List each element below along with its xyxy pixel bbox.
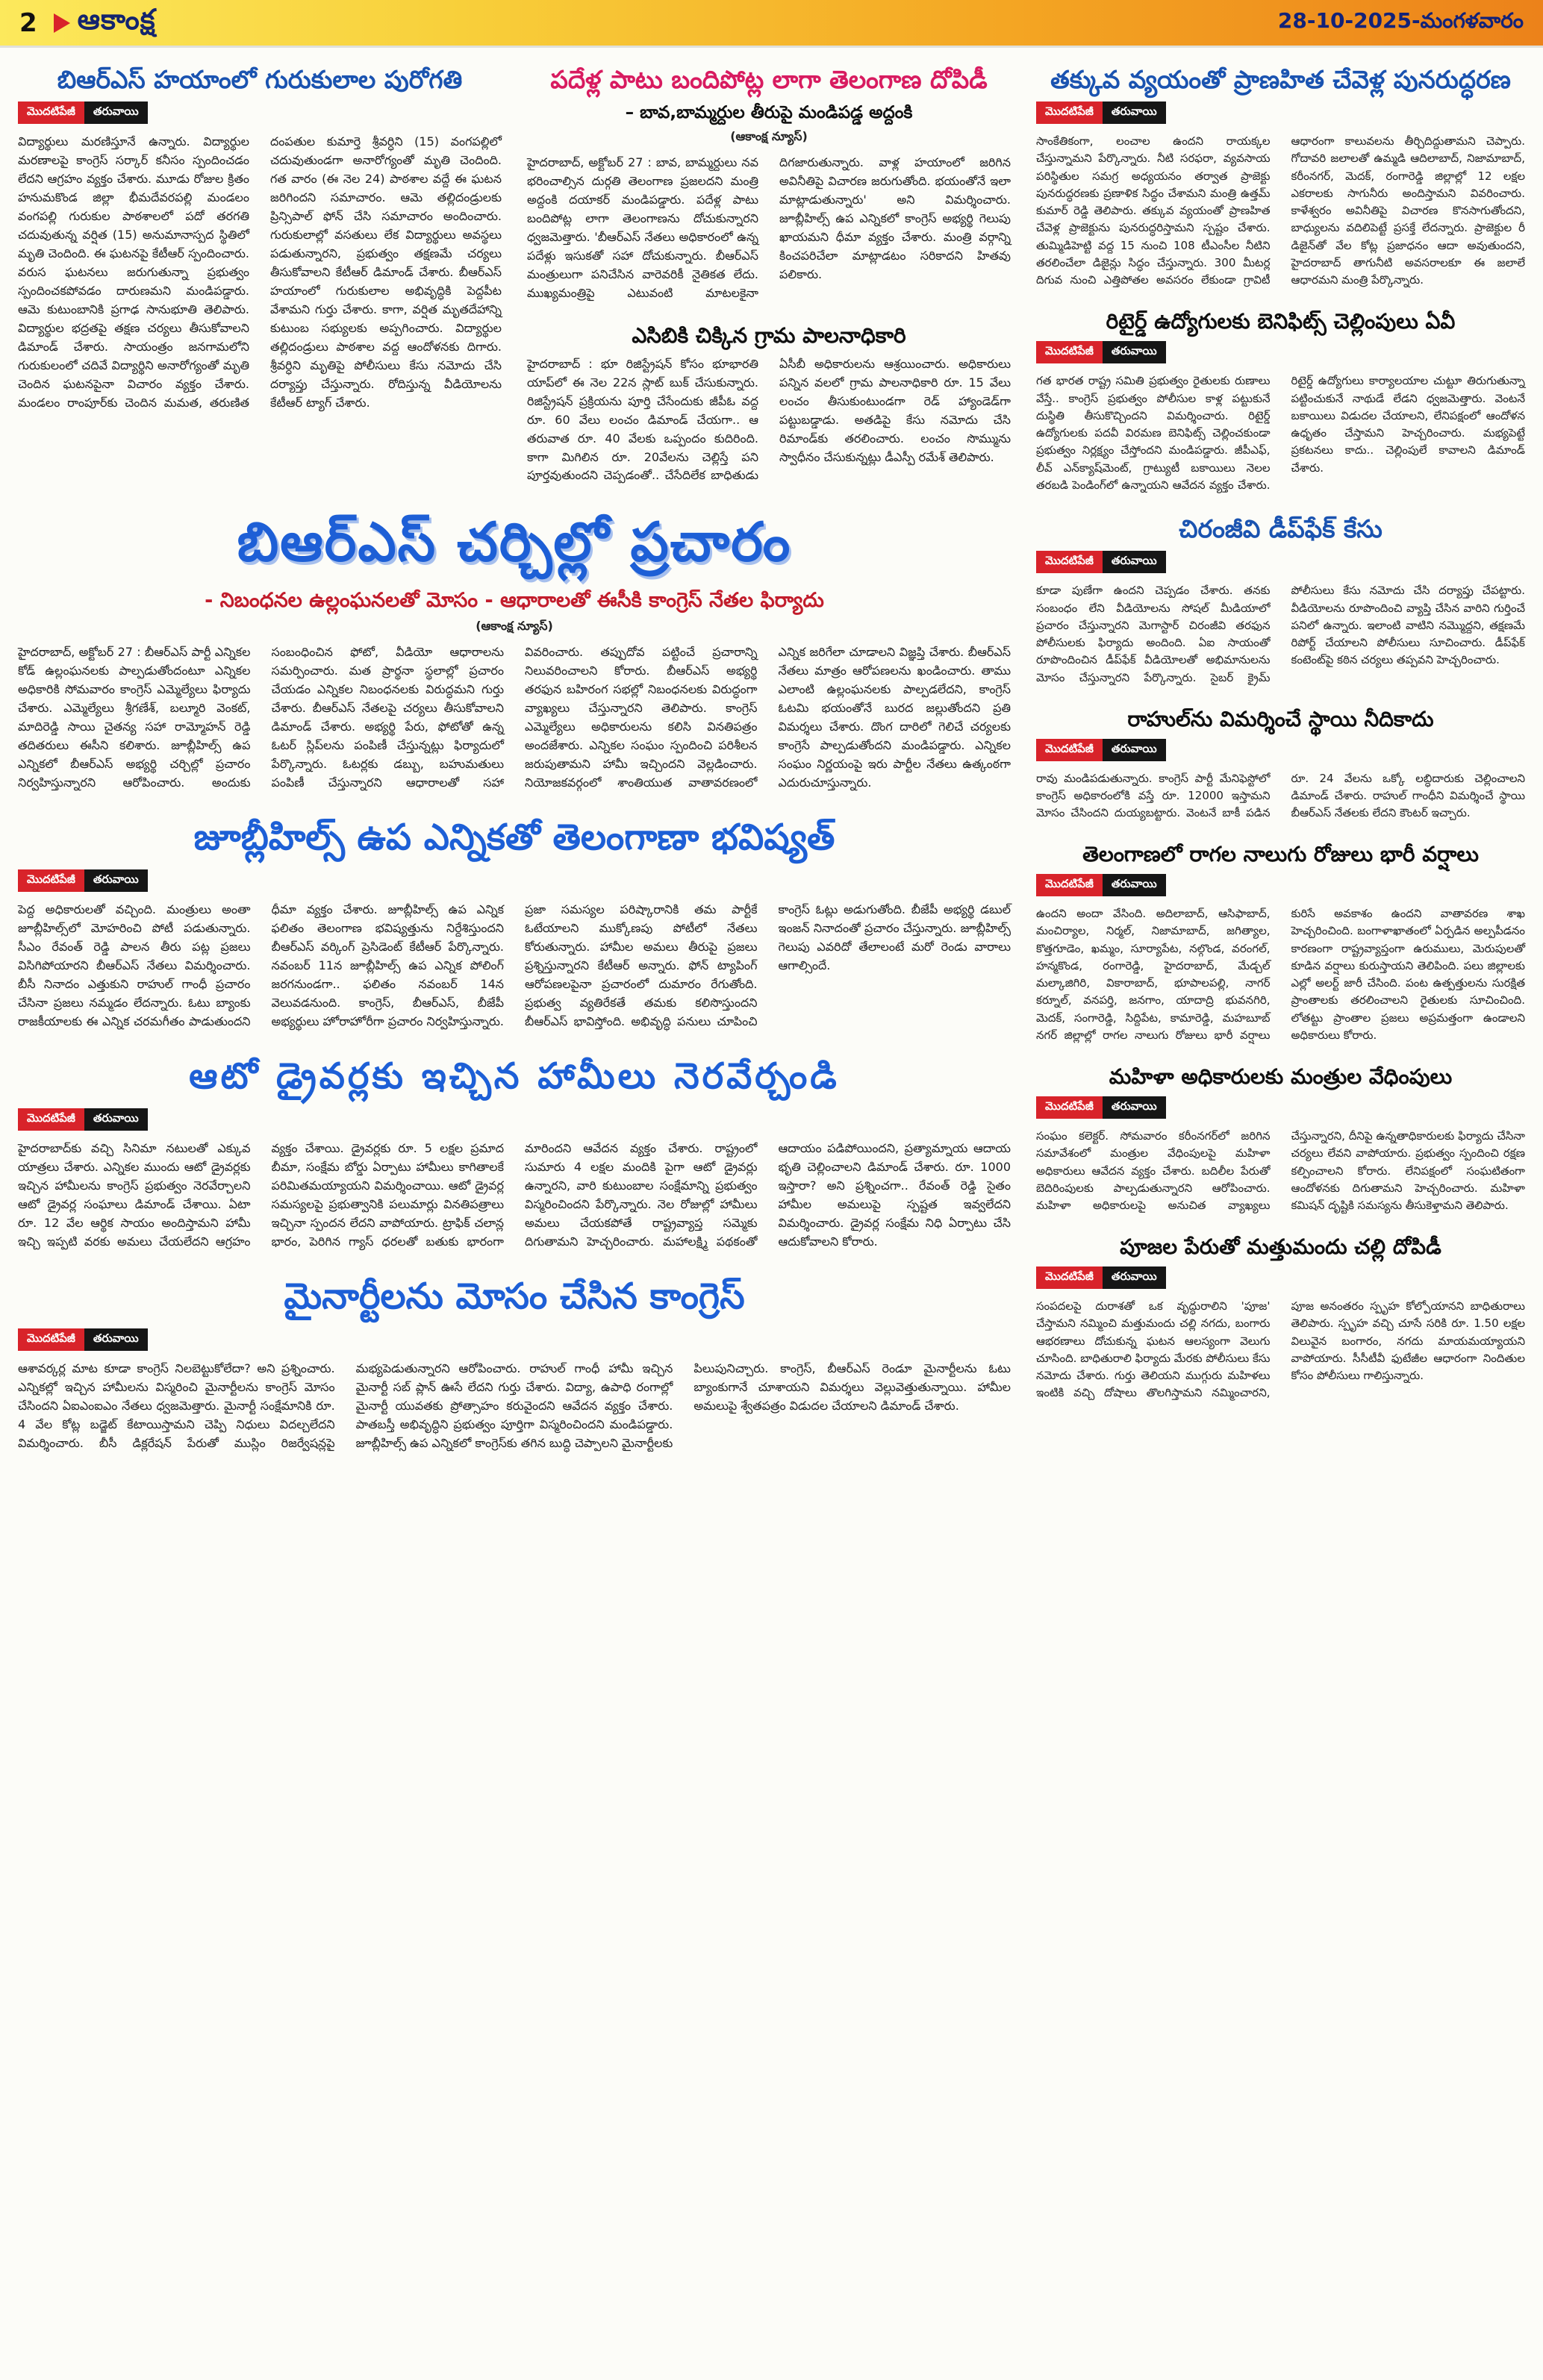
tag-continued: తరువాయి (84, 1328, 148, 1351)
article-body: విద్యార్థులు మరణిస్తూనే ఉన్నారు. విద్యార్థుల మరణాలపై కాంగ్రెస్ సర్కార్ కనీసం స్పందించడం లేదని ఆగ్రహం వ్యక్తం చేశారు. మూడు రోజుల క్రితం హనుమకొండ జిల్లా భీమదేవరపల్లి మండలం వంగపల్లి గురుకుల పాఠశాలలో పదో తరగతి చదువుతున్న వర్షిత (15) అనుమానాస్పద స్థితిలో మృతి చెందింది. ఈ ఘటనపై కేటీఆర్ స్పందించారు. వరుస ఘటనలు జరుగుతున్నా ప్రభుత్వం స్పందించకపోవడం దారుణమని మండిపడ్డారు. ఆమె కుటుంబానికి ప్రగాఢ సానుభూతి తెలిపారు. విద్యార్థుల భద్రతపై తక్షణ చర్యలు తీసుకోవాలని డిమాండ్ చేశారు. సాయంత్రం జనగామలోని గురుకులంలో చదివే విద్యార్థిని అనారోగ్యంతో మృతి చెందిన ఘటనపైనా విచారం వ్యక్తం చేశారు. మండలం రాంపూర్‌కు చెందిన మమత, తరుణిత దంపతుల కుమార్తె శ్రీవర్ధిని (15) వంగపల్లిలో చదువుతుండగా అనారోగ్యంతో మృతి చెందింది. గత వారం (ఈ నెల 24) పాఠశాల వద్దే ఈ ఘటన జరిగిందని సమాచారం. ఆమె తల్లిదండ్రులకు ప్రిన్సిపాల్ ఫోన్ చేసి సమాచారం అందించారు. గురుకులాల్లో వసతులు లేక విద్యార్థులు అవస్థలు పడుతున్నారని, ప్రభుత్వం తక్షణమే చర్యలు తీసుకోవాలని కేటీఆర్ డిమాండ్ చేశారు. బీఆర్ఎస్ హయాంలో గురుకులాల అభివృద్ధికి పెద్దపీట వేశామని గుర్తు చేశారు. కాగా, వర్షిత మృతదేహాన్ని కుటుంబ సభ్యులకు అప్పగించారు. విద్యార్థుల తల్లిదండ్రులు పాఠశాల వద్ద ఆందోళనకు దిగారు. శ్రీవర్ధిని మృతిపై పోలీసులు కేసు నమోదు చేసి దర్యాప్తు చేస్తున్నారు. రోదిస్తున్న వీడియోలను కేటీఆర్ ట్యాగ్ చేశారు. (18, 134, 502, 410)
tag-firstpage: మొదటిపేజీ (18, 1108, 84, 1131)
continuation-tag (1036, 101, 1525, 124)
tag-continued: తరువాయి (1103, 874, 1166, 896)
article-women-officers (1036, 1063, 1525, 1214)
article-body: సాంకేతికంగా, లంచాల ఉందని రాయక్కల చేస్తున్నామని పేర్కొన్నారు. నీటి సరఫరా, వ్యవసాయ పరిస్థితుల సమగ్ర అధ్యయనం తర్వాత ప్రాజెక్టు పునరుద్ధరణకు ప్రణాళిక సిద్ధం చేశామని మంత్రి ఉత్తమ్ కుమార్ రెడ్డి తెలిపారు. తక్కువ వ్యయంతో ప్రాణహిత చేవెళ్ల ప్రాజెక్టును పునరుద్ధరిస్తామని స్పష్టం చేశారు. తుమ్మిడిహెట్టి వద్ద 15 నుంచి 108 టీఎంసీల నీటిని తరలించేలా డిజైన్లు సిద్ధం చేస్తున్నారు. 300 మీటర్ల దిగువ నుంచి ఎత్తిపోతల అవసరం లేకుండా గ్రావిటీ ఆధారంగా కాలువలను తీర్చిదిద్దుతామని చెప్పారు. గోదావరి జలాలతో ఉమ్మడి ఆదిలాబాద్, నిజామాబాద్, కరీంనగర్, మెదక్, రంగారెడ్డి జిల్లాల్లో 12 లక్షల ఎకరాలకు సాగునీరు అందిస్తామని వివరించారు. కాళేశ్వరం అవినీతిపై విచారణ కొనసాగుతోందని, బాధ్యులను వదిలిపెట్టే ప్రసక్తే లేదన్నారు. ప్రాజెక్టుల రీ డిజైన్‌తో వేల కోట్ల ప్రజాధనం ఆదా అవుతుందని, హైదరాబాద్ తాగునీటి అవసరాలకూ ఈ జలాలే ఆధారమని మంత్రి పేర్కొన్నారు. (1036, 134, 1525, 287)
lead-headline: బిఆర్ఎస్ చర్చిల్లో ప్రచారం (237, 510, 792, 574)
article-headline: రాహుల్‌ను విమర్శించే స్థాయి నీదికాదు (1127, 706, 1434, 731)
article-retired-benefits (1036, 308, 1525, 494)
tag-firstpage: మొదటిపేజీ (1036, 101, 1103, 124)
middle-stack (527, 64, 1011, 485)
article-body: ఉందని అందా వేసింది. అదిలాబాద్, ఆసిఫాబాద్, మంచిర్యాల, నిర్మల్, నిజామాబాద్, జగిత్యాల, కొత్తగూడెం, ఖమ్మం, సూర్యాపేట, నల్గొండ, వరంగల్, హన్మకొండ, రంగారెడ్డి, హైదరాబాద్, మేడ్చల్ మల్కాజిగిరి, వికారాబాద్, భూపాలపల్లి, నాగర్ కర్నూల్, వనపర్తి, జనగాం, యాదాద్రి భువనగిరి, మెదక్, సంగారెడ్డి, సిద్దిపేట, కామారెడ్డి, మహబూబ్ నగర్ జిల్లాల్లో రాగల నాలుగు రోజులు భారీ వర్షాలు కురిసే అవకాశం ఉందని వాతావరణ శాఖ హెచ్చరించింది. బంగాళాఖాతంలో ఏర్పడిన అల్పపీడనం కారణంగా రాష్ట్రవ్యాప్తంగా ఉరుములు, మెరుపులతో కూడిన వర్షాలు కురుస్తాయని తెలిపింది. పలు జిల్లాలకు ఎల్లో అలర్ట్ జారీ చేసింది. పంట ఉత్పత్తులను సురక్షిత ప్రాంతాలకు తరలించాలని రైతులకు సూచించింది. లోతట్టు ప్రాంతాల ప్రజలు అప్రమత్తంగా ఉండాలని అధికారులు కోరారు. (1036, 907, 1525, 1042)
article-pooja-robbery (1036, 1234, 1525, 1402)
article-gurukula (18, 64, 502, 413)
edition-date: 28-10-2025-మంగళవారం (1277, 7, 1524, 33)
tag-firstpage: మొదటిపేజీ (1036, 1266, 1103, 1289)
continuation-tag (1036, 341, 1525, 363)
tag-continued: తరువాయి (84, 869, 148, 892)
tag-firstpage: మొదటిపేజీ (18, 869, 84, 892)
article-pranahita (1036, 64, 1525, 289)
article-subhead: – బావ,బామ్మర్దుల తీరుపై మండిపడ్డ అద్దంకి (625, 103, 913, 123)
article-body: సంఘం కలెక్టర్. సోమవారం కరీంనగర్‌లో జరిగిన సమావేశంలో మంత్రుల వేధింపులపై మహిళా అధికారులు ఆవేదన వ్యక్తం చేశారు. బదిలీల పేరుతో బెదిరింపులకు పాల్పడుతున్నారని ఆరోపించారు. మహిళా అధికారులపై అనుచిత వ్యాఖ్యలు చేస్తున్నారని, దీనిపై ఉన్నతాధికారులకు ఫిర్యాదు చేసినా చర్యలు లేవని వాపోయారు. ప్రభుత్వం స్పందించి రక్షణ కల్పించాలని కోరారు. లేనిపక్షంలో సంఘటితంగా ఆందోళనకు దిగుతామని హెచ్చరించారు. మహిళా కమిషన్ దృష్టికి సమస్యను తీసుకెళ్తామని తెలిపారు. (1036, 1129, 1525, 1213)
byline: (ఆకాంక్ష న్యూస్) (476, 619, 553, 633)
left-zone (18, 64, 1011, 1453)
flag-icon (54, 13, 70, 33)
article-body: హైదరాబాద్ : భూ రిజిస్ట్రేషన్ కోసం భూభారతి యాప్‌లో ఈ నెల 22న స్లాట్ బుక్ చేసుకున్నారు. రిజిస్ట్రేషన్ ప్రక్రియను పూర్తి చేసేందుకు జీపీఓ వద్ద రూ. 60 వేలు లంచం డిమాండ్ చేయగా.. ఆ తరువాత రూ. 40 వేలకు ఒప్పందం కుదిరింది. కాగా మిగిలిన రూ. 20వేలను చెల్లిస్తే పని పూర్తవుతుందని చెప్పడంతో.. చేసేదిలేక బాధితుడు ఏసీబీ అధికారులను ఆశ్రయించారు. అధికారులు పన్నిన వలలో గ్రామ పాలనాధికారి రూ. 15 వేలు లంచం తీసుకుంటుండగా రెడ్ హ్యాండెడ్‌గా పట్టుబడ్డాడు. అతడిపై కేసు నమోదు చేసి రిమాండ్‌కు తరలించారు. లంచం సొమ్మును స్వాధీనం చేసుకున్నట్లు డీఎస్పీ రమేశ్ తెలిపారు. (527, 356, 1011, 483)
continuation-tag (18, 1328, 1011, 1351)
article-rains (1036, 841, 1525, 1044)
tag-firstpage: మొదటిపేజీ (1036, 341, 1103, 363)
masthead (0, 0, 1543, 48)
continuation-tag (1036, 1266, 1525, 1289)
byline: (ఆకాంక్ష న్యూస్) (730, 129, 808, 144)
right-zone (1036, 64, 1525, 1453)
tag-continued: తరువాయి (1103, 1096, 1166, 1119)
article-body: హైదరాబాద్, అక్టోబర్ 27 : బీఆర్ఎస్ పార్టీ ఎన్నికల కోడ్ ఉల్లంఘనలకు పాల్పడుతోందంటూ ఎన్నికల అధికారికి సోమవారం కాంగ్రెస్ ఎమ్మెల్యేలు ఫిర్యాదు చేశారు. ఎమ్మెల్యేలు శ్రీగణేశ్, బల్మూరి వెంకట్, మాదిరెడ్డి సాయి చైతన్య సహా రామ్మోహన్ రెడ్డి తదితరులు ఈసీని కలిశారు. జూబ్లీహిల్స్ ఉప ఎన్నికలో బీఆర్ఎస్ అభ్యర్థి చర్చిల్లో ప్రచారం నిర్వహిస్తున్నారని ఆరోపించారు. అందుకు సంబంధించిన ఫోటో, వీడియో ఆధారాలను సమర్పించారు. మత ప్రార్థనా స్థలాల్లో ప్రచారం చేయడం ఎన్నికల నిబంధనలకు విరుద్ధమని గుర్తు చేశారు. బీఆర్ఎస్ నేతలపై చర్యలు తీసుకోవాలని డిమాండ్ చేశారు. అభ్యర్థి పేరు, ఫోటోతో ఉన్న ఓటర్ స్లిప్‌లను పంపిణీ చేస్తున్నట్లు ఫిర్యాదులో పేర్కొన్నారు. ఓటర్లకు డబ్బు, బహుమతులు పంపిణీ చేస్తున్నారని ఆధారాలతో సహా వివరించారు. తప్పుదోవ పట్టించే ప్రచారాన్ని నిలువరించాలని కోరారు. బీఆర్ఎస్ అభ్యర్థి తరఫున బహిరంగ సభల్లో నిబంధనలకు విరుద్ధంగా వ్యాఖ్యలు చేస్తున్నారని తెలిపారు. కాంగ్రెస్ ఎమ్మెల్యేలు అధికారులను కలిసి వినతిపత్రం అందజేశారు. ఎన్నికల సంఘం స్పందించి పరిశీలన జరుపుతామని హామీ ఇచ్చిందని వెల్లడించారు. నియోజకవర్గంలో శాంతియుత వాతావరణంలో ఎన్నిక జరిగేలా చూడాలని విజ్ఞప్తి చేశారు. బీఆర్ఎస్ నేతలు మాత్రం ఆరోపణలను ఖండించారు. తాము ఎలాంటి ఉల్లంఘనలకు పాల్పడలేదని, కాంగ్రెస్ ఓటమి భయంతోనే బురద జల్లుతోందని ప్రతి విమర్శలు చేశారు. దొంగ దారిలో గెలిచే చర్యలకు కాంగ్రెసే పాల్పడుతోందని మండిపడ్డారు. ఎన్నికల సంఘం నిర్ణయంపై ఇరు పార్టీల నేతలు ఉత్కంఠగా ఎదురుచూస్తున్నారు. (18, 645, 1011, 790)
article-body: ఆశావర్కర్ల మాట కూడా కాంగ్రెస్ నిలబెట్టుకోలేదా? అని ప్రశ్నించారు. ఎన్నికల్లో ఇచ్చిన హామీలను విస్మరించి మైనార్టీలను కాంగ్రెస్ మోసం చేసిందని ఏఐఎంఐఎం నేతలు ధ్వజమెత్తారు. మైనార్టీ సంక్షేమానికి రూ. 4 వేల కోట్ల బడ్జెట్ కేటాయిస్తామని చెప్పి నిధులు విదల్చలేదని విమర్శించారు. బీసీ డిక్లరేషన్ పేరుతో ముస్లిం రిజర్వేషన్లపై మభ్యపెడుతున్నారని ఆరోపించారు. రాహుల్ గాంధీ హామీ ఇచ్చిన మైనార్టీ సబ్ ప్లాన్ ఊసే లేదని గుర్తు చేశారు. విద్యా, ఉపాధి రంగాల్లో మైనార్టీ యువతకు ప్రోత్సాహం కరువైందని ఆవేదన వ్యక్తం చేశారు. పాతబస్తీ అభివృద్ధిని ప్రభుత్వం పూర్తిగా విస్మరించిందని మండిపడ్డారు. జూబ్లీహిల్స్ ఉప ఎన్నికలో కాంగ్రెస్‌కు తగిన బుద్ధి చెప్పాలని మైనార్టీలకు పిలుపునిచ్చారు. కాంగ్రెస్, బీఆర్ఎస్ రెండూ మైనార్టీలను ఓటు బ్యాంకుగానే చూశాయని విమర్శలు వెల్లువెత్తుతున్నాయి. హామీల అమలుపై శ్వేతపత్రం విడుదల చేయాలని డిమాండ్ చేశారు. (18, 1361, 1011, 1451)
tag-firstpage: మొదటిపేజీ (1036, 874, 1103, 896)
tag-continued: తరువాయి (1103, 1266, 1166, 1289)
article-headline: చిరంజీవి డీప్‌ఫేక్ కేసు (1179, 514, 1383, 544)
article-body: హైదరాబాద్, అక్టోబర్ 27 : బావ, బామ్మర్దులు నవ భరించాల్సిన దుర్గతి తెలంగాణ ప్రజలదని మంత్రి అద్దంకి దయాకర్ మండిపడ్డారు. పదేళ్ల పాటు బందిపోట్ల లాగా తెలంగాణను దోచుకున్నారని ధ్వజమెత్తారు. 'బీఆర్ఎస్ నేతలు అధికారంలో ఉన్న పదేళ్లు ఇసుకతో సహా దోచుకున్నారు. బీఆర్ఎస్ మంత్రులుగా పనిచేసిన వారెవరికీ నైతికత లేదు. ముఖ్యమంత్రిపై ఎటువంటి మాటలకైనా దిగజారుతున్నారు. వాళ్ల హయాంలో జరిగిన అవినీతిపై విచారణ జరుగుతోంది. భయంతోనే ఇలా మాట్లాడుతున్నారు' అని విమర్శించారు. జూబ్లీహిల్స్ ఉప ఎన్నికలో కాంగ్రెస్ అభ్యర్థి గెలుపు ఖాయమని ధీమా వ్యక్తం చేశారు. మంత్రి వర్గాన్ని కించపరిచేలా మాట్లాడటం సరికాదని హితవు పలికారు. (527, 155, 1011, 300)
tag-firstpage: మొదటిపేజీ (18, 101, 84, 124)
article-headline: పదేళ్ల పాటు బందిపోట్ల లాగా తెలంగాణ దోపిడీ (550, 65, 988, 94)
continuation-tag (1036, 1096, 1525, 1119)
article-headline: రిటైర్డ్ ఉద్యోగులకు బెనిఫిట్స్ చెల్లింపులు ఏవీ (1106, 309, 1456, 334)
article-headline: పూజల పేరుతో మత్తుమందు చల్లి దోపిడీ (1120, 1234, 1441, 1260)
tag-firstpage: మొదటిపేజీ (1036, 551, 1103, 573)
continuation-tag (18, 1108, 1011, 1131)
tag-firstpage: మొదటిపేజీ (1036, 1096, 1103, 1119)
article-body: గత భారత రాష్ట్ర సమితి ప్రభుత్వం రైతులకు రుణాలు వేస్తే.. కాంగ్రెస్ ప్రభుత్వం పోలీసుల కాళ్ల పట్టుకునే దుస్థితి తీసుకొచ్చిందని విమర్శించారు. రిటైర్డ్ ఉద్యోగులకు పదవీ విరమణ బెనిఫిట్స్ చెల్లించకుండా ప్రభుత్వం నిర్లక్ష్యం చేస్తోందని మండిపడ్డారు. జీపీఎఫ్, లీవ్ ఎన్‌క్యాష్‌మెంట్, గ్రాట్యుటీ బకాయిలు నెలల తరబడి పెండింగ్‌లో ఉన్నాయని ఆవేదన వ్యక్తం చేశారు. రిటైర్డ్ ఉద్యోగులు కార్యాలయాల చుట్టూ తిరుగుతున్నా పట్టించుకునే నాథుడే లేడని ధ్వజమెత్తారు. వెంటనే బకాయిలు విడుదల చేయాలని, లేనిపక్షంలో ఆందోళన ఉధృతం చేస్తామని హెచ్చరించారు. మభ్యపెట్టే ప్రకటనలు కాదు.. చెల్లింపులే కావాలని డిమాండ్ చేశారు. (1036, 374, 1525, 492)
continuation-tag (18, 101, 502, 124)
tag-continued: తరువాయి (84, 1108, 148, 1131)
page-content (0, 48, 1543, 1453)
tag-firstpage: మొదటిపేజీ (1036, 739, 1103, 761)
article-body: రావు మండిపడుతున్నారు. కాంగ్రెస్ పార్టీ మేనిఫెస్టోలో కాంగ్రెస్ అధికారంలోకి వస్తే రూ. 12000 ఇస్తామని మోసం చేసిందని దుయ్యబట్టారు. వెంటనే బాకీ పడిన రూ. 24 వేలను ఒక్కో లబ్ధిదారుకు చెల్లించాలని డిమాండ్ చేశారు. రాహుల్ గాంధీని విమర్శించే స్థాయి బీఆర్ఎస్ నేతలకు లేదని కౌంటర్ ఇచ్చారు. (1036, 771, 1525, 820)
article-auto-drivers (18, 1054, 1011, 1252)
article-jubilee (18, 815, 1011, 1031)
page-number: 2 (19, 7, 37, 38)
article-brs-campaign (18, 507, 1011, 792)
continuation-tag (1036, 739, 1525, 761)
article-body: కూడా పుణేగా ఉందని చెప్పడం చేశారు. తనకు సంబంధం లేని వీడియోలను సోషల్ మీడియాలో ప్రచారం చేస్తున్నారని మెగాస్టార్ చిరంజీవి తరఫున పోలీసులకు ఫిర్యాదు అందింది. ఏఐ సాయంతో రూపొందించిన డీప్‌ఫేక్ వీడియోలతో అభిమానులను మోసం చేస్తున్నారని పేర్కొన్నారు. సైబర్ క్రైమ్ పోలీసులు కేసు నమోదు చేసి దర్యాప్తు చేపట్టారు. వీడియోలను రూపొందించి వ్యాప్తి చేసిన వారిని గుర్తించే పనిలో ఉన్నారు. ఇలాంటి వాటిని నమ్మొద్దని, తక్షణమే రిపోర్ట్ చేయాలని పోలీసులు సూచించారు. డీప్‌ఫేక్ కంటెంట్‌పై కఠిన చర్యలు తప్పవని హెచ్చరించారు. (1036, 584, 1525, 684)
lead-subhead: - నిబంధనల ఉల్లంఘనలతో మోసం - ఆధారాలతో ఈసీకి కాంగ్రెస్ నేతల ఫిర్యాదు (205, 588, 824, 612)
continuation-tag (1036, 874, 1525, 896)
article-headline: తక్కువ వ్యయంతో ప్రాణహిత చేవెళ్ల పునరుద్ధరణ (1050, 65, 1511, 94)
article-rahul (1036, 706, 1525, 822)
article-headline: బిఆర్ఎస్ హయాంలో గురుకులాల పురోగతి (57, 65, 463, 94)
tag-continued: తరువాయి (1103, 101, 1166, 124)
tag-firstpage: మొదటిపేజీ (18, 1328, 84, 1351)
paper-name: ఆకాంక్ష (77, 2, 156, 36)
article-deepfake (1036, 513, 1525, 687)
article-body: హైదరాబాద్‌కు వచ్చి సినిమా నటులతో ఎక్కువ యాత్రలు చేశారు. ఎన్నికల ముందు ఆటో డ్రైవర్లకు ఇచ్చిన హామీలను కాంగ్రెస్ ప్రభుత్వం నెరవేర్చాలని ఆటో డ్రైవర్ల సంఘాలు డిమాండ్ చేశాయి. ఏటా రూ. 12 వేల ఆర్థిక సాయం అందిస్తామని హామీ ఇచ్చి ఇప్పటి వరకు అమలు చేయలేదని ఆగ్రహం వ్యక్తం చేశాయి. డ్రైవర్లకు రూ. 5 లక్షల ప్రమాద బీమా, సంక్షేమ బోర్డు ఏర్పాటు హామీలు కాగితాలకే పరిమితమయ్యాయని విమర్శించాయి. ఆటో డ్రైవర్ల సమస్యలపై ప్రభుత్వానికి పలుమార్లు వినతిపత్రాలు ఇచ్చినా స్పందన లేదని వాపోయారు. ట్రాఫిక్ చలాన్ల భారం, పెరిగిన గ్యాస్ ధరలతో బతుకు భారంగా మారిందని ఆవేదన వ్యక్తం చేశారు. రాష్ట్రంలో సుమారు 4 లక్షల మందికి పైగా ఆటో డ్రైవర్లు ఉన్నారని, వారి కుటుంబాల సంక్షేమాన్ని ప్రభుత్వం విస్మరించిందని పేర్కొన్నారు. నెల రోజుల్లో హామీలు అమలు చేయకపోతే రాష్ట్రవ్యాప్త సమ్మెకు దిగుతామని హెచ్చరించారు. మహాలక్ష్మి పథకంతో ఆదాయం పడిపోయిందని, ప్రత్యామ్నాయ ఆదాయ భృతి చెల్లించాలని డిమాండ్ చేశారు. రూ. 1000 ఇస్తారా? అని ప్రశ్నించగా.. రేవంత్ రెడ్డి సైతం హామీల అమలుపై స్పష్టత ఇవ్వలేదని విమర్శించారు. డ్రైవర్ల సంక్షేమ నిధి ఏర్పాటు చేసి ఆదుకోవాలని కోరారు. (18, 1141, 1011, 1249)
article-headline: మహిళా అధికారులకు మంత్రుల వేధింపులు (1109, 1064, 1453, 1090)
tag-continued: తరువాయి (1103, 739, 1166, 761)
article-acb (527, 322, 1011, 486)
paper-logo (54, 3, 156, 43)
continuation-tag (1036, 551, 1525, 573)
tag-continued: తరువాయి (84, 101, 148, 124)
article-headline: ఆటో డ్రైవర్లకు ఇచ్చిన హామీలు నెరవేర్చండి (189, 1055, 840, 1097)
article-body: పెద్ద అధికారులతో వచ్చింది. మంత్రులు అంతా జూబ్లీహిల్స్‌లో మోహరించి పోటీ పడుతున్నారు. సీఎం రేవంత్ రెడ్డి పాలన తీరు పట్ల ప్రజలు విసిగిపోయారని బీఆర్ఎస్ నేతలు విమర్శించారు. బీసీ నినాదం ఎత్తుకుని రాహుల్ గాంధీ ప్రచారం చేసినా ప్రజలు నమ్మడం లేదన్నారు. ఓటు బ్యాంకు రాజకీయాలకు ఈ ఎన్నిక చరమగీతం పాడుతుందని ధీమా వ్యక్తం చేశారు. జూబ్లీహిల్స్ ఉప ఎన్నిక ఫలితం తెలంగాణ భవిష్యత్తును నిర్దేశిస్తుందని బీఆర్ఎస్ వర్కింగ్ ప్రెసిడెంట్ కేటీఆర్ పేర్కొన్నారు. నవంబర్ 11న జూబ్లీహిల్స్ ఉప ఎన్నిక పోలింగ్ జరగనుండగా.. ఫలితం నవంబర్ 14న వెలువడనుంది. కాంగ్రెస్, బీఆర్ఎస్, బీజేపీ అభ్యర్థులు హోరాహోరీగా ప్రచారం నిర్వహిస్తున్నారు. ప్రజా సమస్యల పరిష్కారానికి తమ పార్టీకే ఓటేయాలని ముక్కోణపు పోటీలో నేతలు కోరుతున్నారు. హామీల అమలు తీరుపై ప్రజలు ప్రశ్నిస్తున్నారని కేటీఆర్ అన్నారు. ఫోన్ ట్యాపింగ్ ఆరోపణలపైనా ప్రచారంలో దుమారం రేగుతోంది. ప్రభుత్వ వ్యతిరేకతే తమకు కలిసొస్తుందని బీఆర్ఎస్ భావిస్తోంది. అభివృద్ధి పనులు చూపించి కాంగ్రెస్ ఓట్లు అడుగుతోంది. బీజేపీ అభ్యర్థి డబుల్ ఇంజన్ నినాదంతో ప్రచారం చేస్తున్నారు. జూబ్లీహిల్స్ గెలుపు ఎవరిదో తేలాలంటే మరో రెండు వారాలు ఆగాల్సిందే. (18, 902, 1011, 1028)
article-headline: మైనార్టీలను మోసం చేసిన కాంగ్రెస్ (284, 1275, 745, 1317)
tag-continued: తరువాయి (1103, 551, 1166, 573)
article-body: సంపదలపై దురాశతో ఒక వృద్ధురాలిని 'పూజ' చేస్తామని నమ్మించి మత్తుమందు చల్లి నగదు, బంగారు ఆభరణాలు దోచుకున్న ఘటన ఆలస్యంగా వెలుగు చూసింది. బాధితురాలి ఫిర్యాదు మేరకు పోలీసులు కేసు నమోదు చేశారు. గుర్తు తెలియని ముగ్గురు మహిళలు ఇంటికి వచ్చి దోషాలు తొలగిస్తామని నమ్మించారని, పూజ అనంతరం స్పృహ కోల్పోయానని బాధితురాలు తెలిపారు. స్పృహ వచ్చి చూసే సరికి రూ. 1.50 లక్షల విలువైన బంగారం, నగదు మాయమయ్యాయని వాపోయారు. సీసీటీవీ ఫుటేజీల ఆధారంగా నిందితుల కోసం పోలీసులు గాలిస్తున్నారు. (1036, 1299, 1525, 1400)
article-headline: తెలంగాణలో రాగల నాలుగు రోజులు భారీ వర్షాలు (1082, 842, 1479, 867)
tag-continued: తరువాయి (1103, 341, 1166, 363)
article-minorities (18, 1274, 1011, 1453)
article-dopidi (527, 64, 1011, 303)
continuation-tag (18, 869, 1011, 892)
article-headline: ఎసిబికి చిక్కిన గ్రామ పాలనాధికారి (632, 322, 906, 348)
article-headline: జూబ్లీహిల్స్ ఉప ఎన్నికతో తెలంగాణా భవిష్యత్ (193, 816, 835, 858)
top-row (18, 64, 1011, 485)
